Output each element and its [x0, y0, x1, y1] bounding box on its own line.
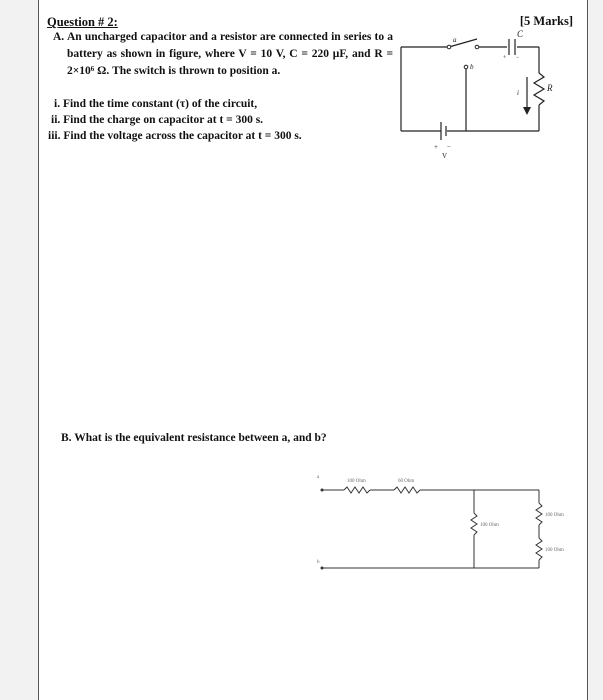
resistor-r5: [536, 538, 542, 560]
label-r5: 100 Ohm: [545, 548, 564, 553]
marks-label: [5 Marks]: [519, 14, 573, 28]
switch-contact-b: [464, 65, 468, 69]
label-c: C: [517, 29, 524, 39]
resistor-zigzag: [534, 73, 544, 105]
resistor-r3: [471, 513, 477, 535]
label-a: a: [453, 36, 457, 44]
part-a-letter: A.: [53, 31, 65, 43]
part-a-text: An uncharged capacitor and a resistor are connected in series to a battery as shown in figure, where V = 10 V, C = 220 μF, and R = 2×10⁶ Ω. The switch is thrown to position a.: [67, 31, 393, 77]
part-a-statement: [53, 29, 393, 80]
current-arrow-head: [523, 107, 531, 115]
label-net-a: a: [317, 475, 320, 480]
label-r1: 100 Ohm: [347, 479, 366, 484]
label-r4: 100 Ohm: [545, 513, 564, 518]
label-minus: −: [447, 143, 451, 151]
sub-question-2: [51, 112, 263, 128]
sub-question-3-num: iii.: [48, 130, 61, 142]
resistor-r2: [394, 487, 420, 493]
label-plus: +: [434, 143, 438, 151]
sub-question-1-text: Find the time constant (τ) of the circuit,: [62, 98, 258, 110]
terminal-b: [321, 567, 324, 570]
sub-question-2-num: ii.: [51, 114, 61, 126]
sub-question-1: [54, 96, 257, 112]
label-cap-minus: −: [516, 55, 520, 61]
resistor-r4: [536, 503, 542, 525]
sub-question-3-text: Find the voltage across the capacitor at t = 300 s.: [63, 130, 302, 142]
resistor-r1: [344, 487, 370, 493]
label-b: b: [470, 63, 474, 71]
sub-question-1-num: i.: [54, 98, 61, 110]
label-r3: 100 Ohm: [480, 523, 499, 528]
switch-contact-a: [475, 45, 479, 49]
label-i: i: [517, 89, 519, 97]
label-v: V: [442, 152, 448, 160]
sub-question-2-text: Find the charge on capacitor at t = 300 s.: [63, 114, 264, 126]
label-r2: 60 Ohm: [398, 479, 415, 484]
document-page: [38, 0, 588, 700]
label-r: R: [547, 83, 553, 93]
sub-question-3: [48, 128, 302, 144]
terminal-a: [321, 489, 324, 492]
switch-pivot: [447, 45, 451, 49]
label-net-b: b: [317, 560, 320, 565]
part-b-question: B. What is the equivalent resistance between a, and b?: [61, 432, 327, 444]
resistor-network-diagram: [314, 468, 584, 588]
label-cap-plus: +: [503, 55, 507, 61]
question-heading: Question # 2:: [47, 15, 118, 29]
rc-circuit-diagram: [389, 25, 579, 175]
